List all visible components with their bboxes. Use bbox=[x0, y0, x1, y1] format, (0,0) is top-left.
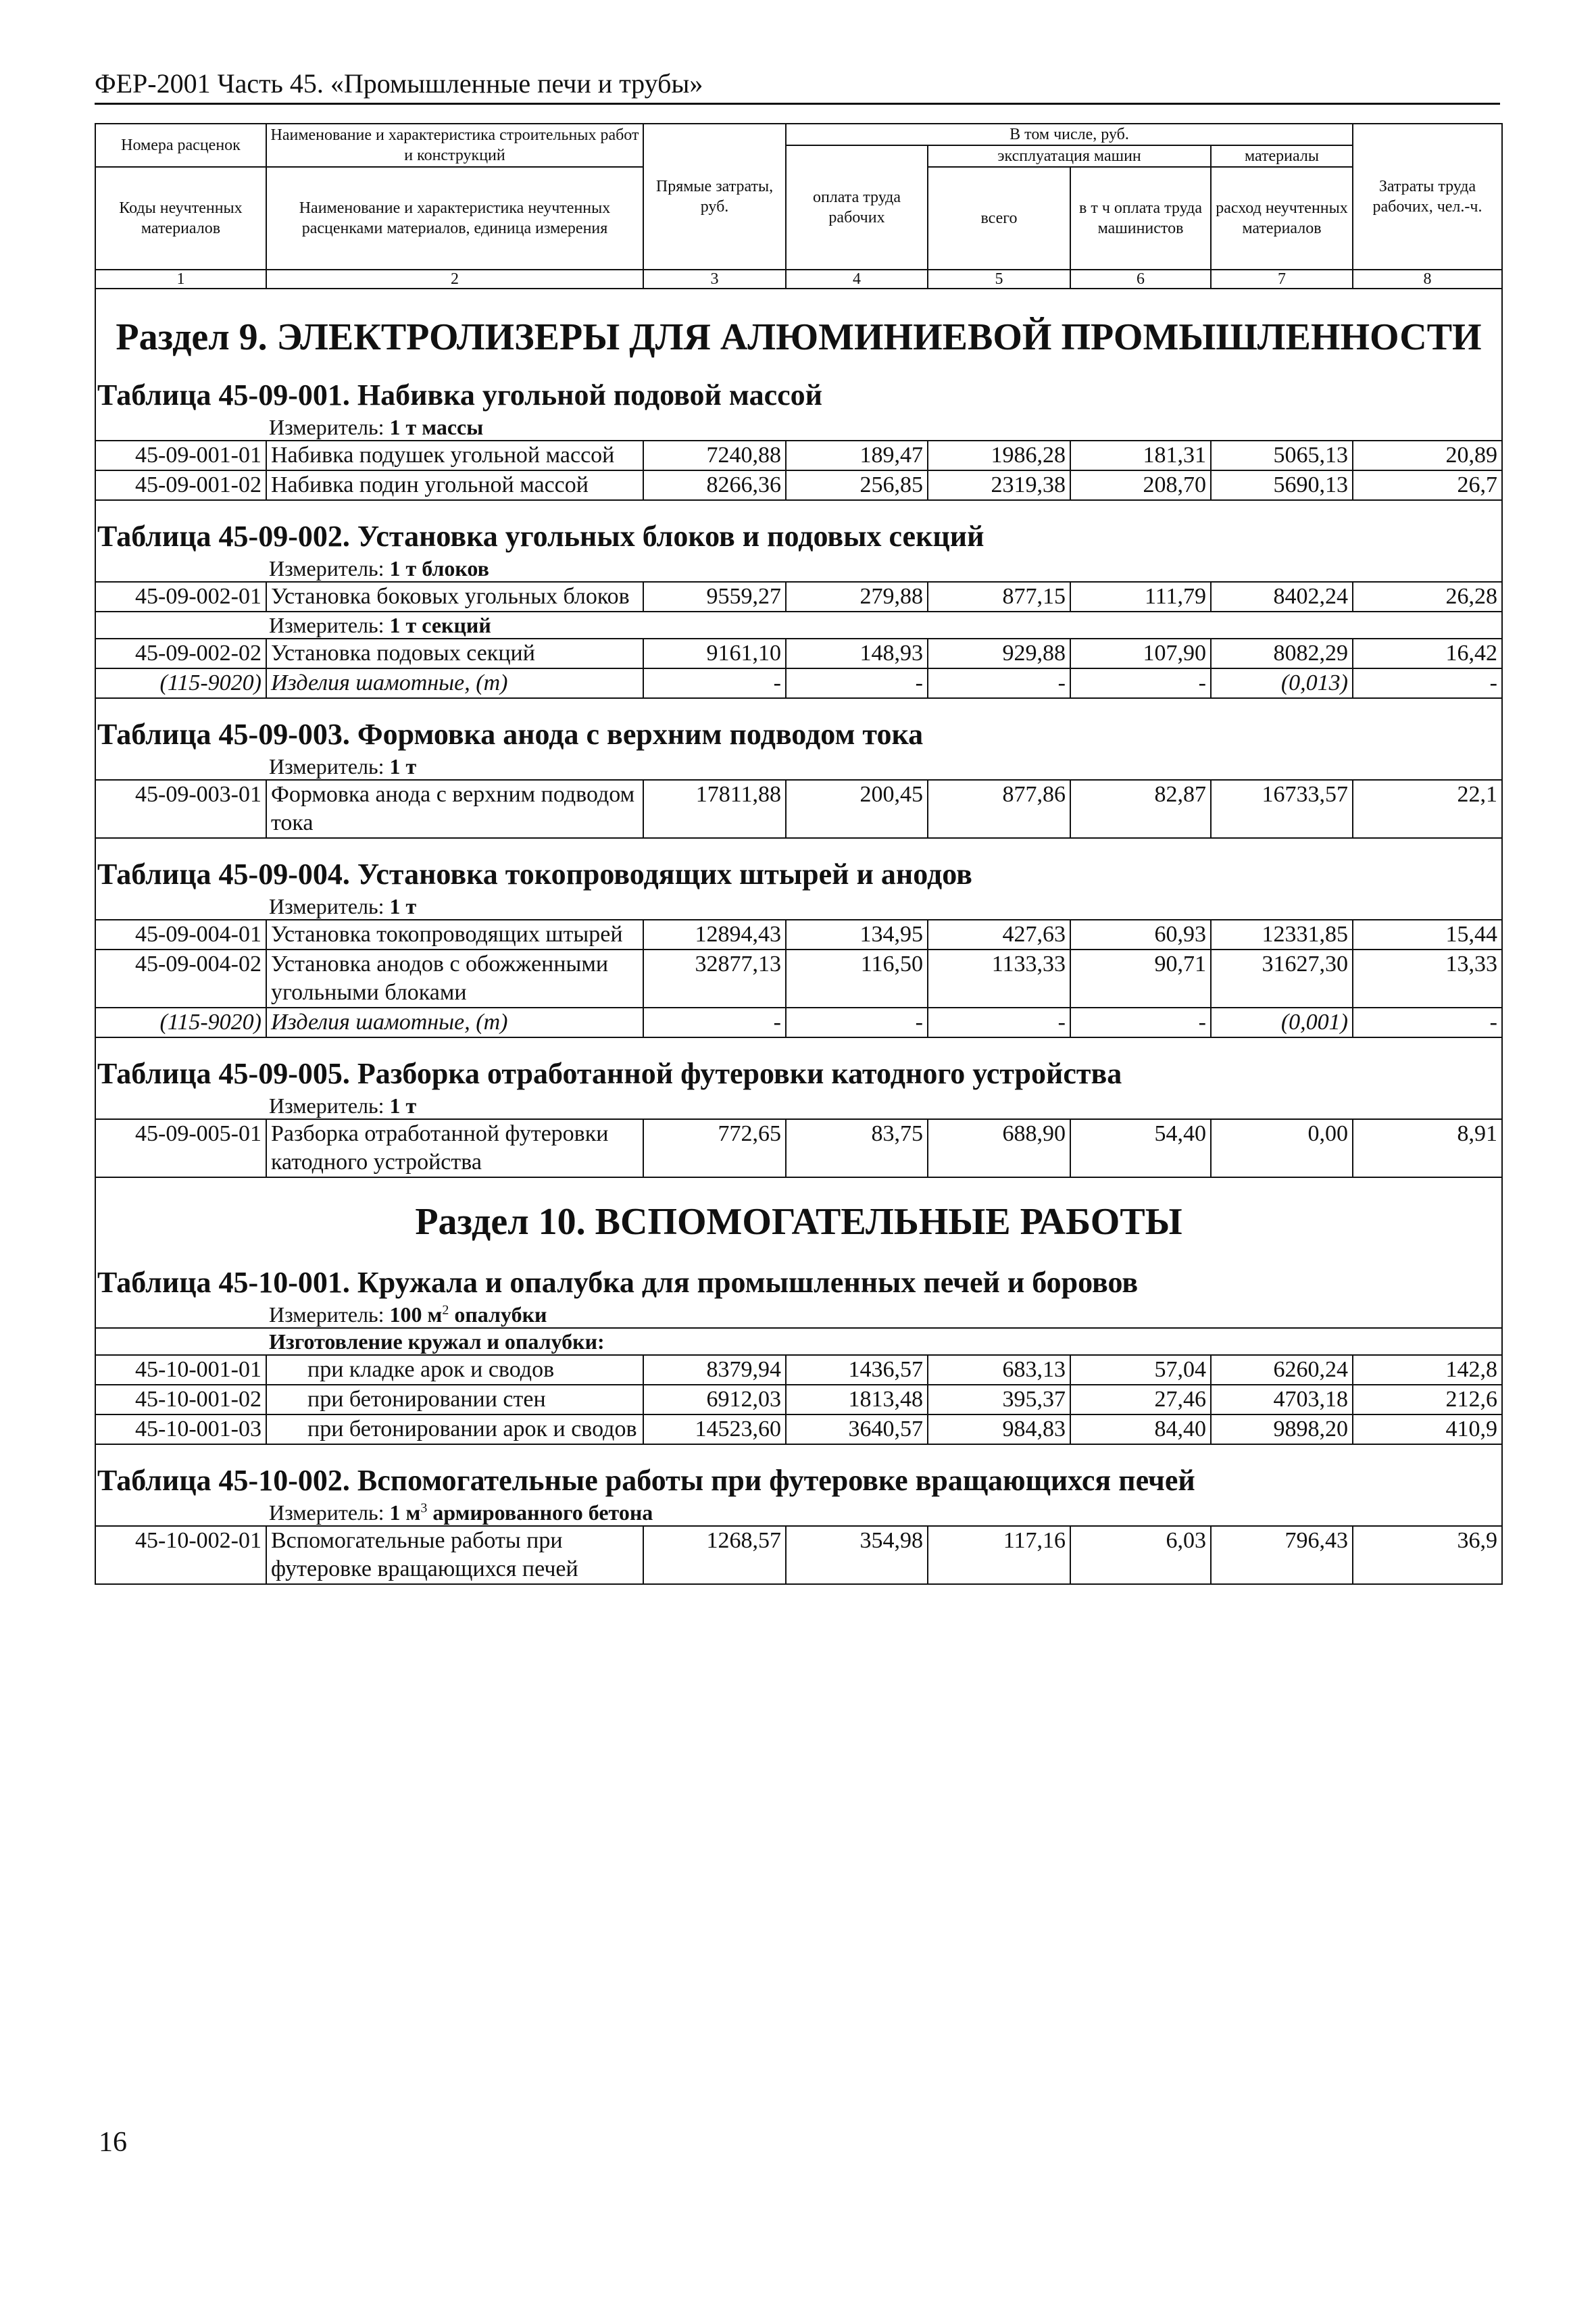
measure-unit-suffix: опалубки bbox=[449, 1302, 547, 1327]
value-c8: 8,91 bbox=[1353, 1119, 1502, 1177]
measure-pad bbox=[95, 1093, 266, 1119]
value-c4: 354,98 bbox=[786, 1526, 928, 1584]
value-c8: 410,9 bbox=[1353, 1414, 1502, 1444]
measure-row bbox=[266, 893, 1502, 920]
col-header-direct-costs: Прямые затраты, руб. bbox=[643, 124, 786, 270]
value-c4: 200,45 bbox=[786, 780, 928, 838]
spacer-row bbox=[95, 1444, 1502, 1462]
col-num-7: 7 bbox=[1211, 270, 1353, 289]
measure-label: Измеритель: bbox=[269, 754, 390, 779]
work-name: Изделия шамотные, (т) bbox=[266, 1008, 643, 1037]
value-c6: - bbox=[1070, 668, 1211, 698]
value-c7: 5065,13 bbox=[1211, 441, 1353, 470]
table-title: Таблица 45-09-001. Набивка угольной подовой массой bbox=[95, 376, 1502, 414]
work-name: Разборка отработанной футеровки катодного устройства bbox=[266, 1119, 643, 1177]
section-title: Раздел 9. ЭЛЕКТРОЛИЗЕРЫ ДЛЯ АЛЮМИНИЕВОЙ ПРОМЫШЛЕННОСТИ bbox=[95, 313, 1502, 362]
rate-code: 45-09-004-01 bbox=[95, 920, 266, 950]
rate-code: 45-09-005-01 bbox=[95, 1119, 266, 1177]
col-num-6: 6 bbox=[1070, 270, 1211, 289]
rate-code: 45-09-002-01 bbox=[95, 582, 266, 612]
table-row bbox=[95, 950, 1502, 1008]
col-header-wages: оплата труда рабочих bbox=[786, 145, 928, 270]
measure-row bbox=[266, 1500, 1502, 1526]
col-header-machines: эксплуатация машин bbox=[928, 145, 1211, 167]
value-c3: 14523,60 bbox=[643, 1414, 786, 1444]
material-row bbox=[95, 668, 1502, 698]
measure-label: Измеритель: bbox=[269, 1093, 390, 1118]
value-c6: 208,70 bbox=[1070, 470, 1211, 500]
value-c5: - bbox=[928, 668, 1070, 698]
value-c7: 5690,13 bbox=[1211, 470, 1353, 500]
measure-label: Измеритель: bbox=[269, 556, 390, 581]
measure-pad bbox=[95, 556, 266, 582]
measure-pad bbox=[95, 414, 266, 441]
spacer-row bbox=[95, 838, 1502, 856]
value-c6: 84,40 bbox=[1070, 1414, 1211, 1444]
col-header-machines-total: всего bbox=[928, 167, 1070, 270]
spacer-row bbox=[95, 500, 1502, 518]
value-c8: 16,42 bbox=[1353, 639, 1502, 668]
value-c5: 683,13 bbox=[928, 1355, 1070, 1385]
value-c7: 8082,29 bbox=[1211, 639, 1353, 668]
rate-code: (115-9020) bbox=[95, 668, 266, 698]
table-row bbox=[95, 1355, 1502, 1385]
value-c7: (0,001) bbox=[1211, 1008, 1353, 1037]
work-name: Установка токопроводящих штырей bbox=[266, 920, 643, 950]
value-c8: 15,44 bbox=[1353, 920, 1502, 950]
rate-code: 45-10-001-02 bbox=[95, 1385, 266, 1414]
col-header-labor-costs: Затраты труда рабочих, чел.-ч. bbox=[1353, 124, 1502, 270]
value-c6: 60,93 bbox=[1070, 920, 1211, 950]
col-header-works: Наименование и характеристика строительных работ и конструкций bbox=[266, 124, 643, 167]
measure-row bbox=[266, 414, 1502, 441]
spacer-row bbox=[95, 1037, 1502, 1055]
value-c5: 1133,33 bbox=[928, 950, 1070, 1008]
value-c3: 8379,94 bbox=[643, 1355, 786, 1385]
value-c8: - bbox=[1353, 1008, 1502, 1037]
work-name: Вспомогательные работы при футеровке вращающихся печей bbox=[266, 1526, 643, 1584]
col-header-material-usage: расход неучтенных материалов bbox=[1211, 167, 1353, 270]
work-name: Набивка подушек угольной массой bbox=[266, 441, 643, 470]
measure-label: Измеритель: bbox=[269, 613, 390, 637]
page-number: 16 bbox=[99, 2127, 127, 2158]
rate-code: 45-09-001-01 bbox=[95, 441, 266, 470]
price-table bbox=[95, 123, 1503, 1585]
measure-label: Измеритель: bbox=[269, 1500, 390, 1525]
value-c3: 772,65 bbox=[643, 1119, 786, 1177]
value-c3: 8266,36 bbox=[643, 470, 786, 500]
col-num-8: 8 bbox=[1353, 270, 1502, 289]
table-row bbox=[95, 780, 1502, 838]
table-header bbox=[95, 124, 1502, 289]
value-c4: 134,95 bbox=[786, 920, 928, 950]
value-c6: 57,04 bbox=[1070, 1355, 1211, 1385]
value-c5: 984,83 bbox=[928, 1414, 1070, 1444]
value-c3: - bbox=[643, 1008, 786, 1037]
table-row bbox=[95, 582, 1502, 612]
measure-label: Измеритель: bbox=[269, 415, 390, 439]
rate-code: 45-09-003-01 bbox=[95, 780, 266, 838]
section-title: Раздел 10. ВСПОМОГАТЕЛЬНЫЕ РАБОТЫ bbox=[95, 1198, 1502, 1246]
col-header-incl: В том числе, руб. bbox=[786, 124, 1353, 145]
col-header-materials: материалы bbox=[1211, 145, 1353, 167]
measure-unit: 1 м bbox=[389, 1500, 421, 1525]
measure-pad bbox=[95, 1302, 266, 1328]
spacer-row bbox=[95, 362, 1502, 376]
value-c4: 189,47 bbox=[786, 441, 928, 470]
table-title: Таблица 45-09-003. Формовка анода с верхним подводом тока bbox=[95, 716, 1502, 754]
work-name: Установка подовых секций bbox=[266, 639, 643, 668]
measure-unit-power: 3 bbox=[420, 1500, 428, 1516]
spacer-row bbox=[95, 289, 1502, 313]
measure-row bbox=[266, 1093, 1502, 1119]
measure-unit: 1 т массы bbox=[389, 415, 484, 439]
value-c8: 26,28 bbox=[1353, 582, 1502, 612]
measure-unit: 1 т bbox=[389, 894, 417, 918]
value-c6: 107,90 bbox=[1070, 639, 1211, 668]
value-c3: 17811,88 bbox=[643, 780, 786, 838]
measure-unit: 1 т bbox=[389, 754, 417, 779]
measure-row bbox=[266, 1302, 1502, 1328]
measure-unit-suffix: армированного бетона bbox=[427, 1500, 653, 1525]
table-row bbox=[95, 1526, 1502, 1584]
work-name: Установка боковых угольных блоков bbox=[266, 582, 643, 612]
value-c8: 26,7 bbox=[1353, 470, 1502, 500]
rate-code: 45-10-001-01 bbox=[95, 1355, 266, 1385]
value-c5: 877,86 bbox=[928, 780, 1070, 838]
table-title: Таблица 45-09-002. Установка угольных блоков и подовых секций bbox=[95, 518, 1502, 556]
subheading: Изготовление кружал и опалубки: bbox=[266, 1328, 1502, 1355]
value-c4: 256,85 bbox=[786, 470, 928, 500]
work-name: при бетонировании стен bbox=[266, 1385, 643, 1414]
value-c3: - bbox=[643, 668, 786, 698]
col-header-material-codes: Коды неучтенных материалов bbox=[95, 167, 266, 270]
col-num-5: 5 bbox=[928, 270, 1070, 289]
work-name: Изделия шамотные, (т) bbox=[266, 668, 643, 698]
table-title: Таблица 45-09-004. Установка токопроводящих штырей и анодов bbox=[95, 856, 1502, 893]
value-c3: 9559,27 bbox=[643, 582, 786, 612]
measure-unit: 1 т секций bbox=[389, 613, 491, 637]
work-name: при бетонировании арок и сводов bbox=[266, 1414, 643, 1444]
value-c8: 142,8 bbox=[1353, 1355, 1502, 1385]
col-num-2: 2 bbox=[266, 270, 643, 289]
value-c4: - bbox=[786, 1008, 928, 1037]
value-c5: - bbox=[928, 1008, 1070, 1037]
value-c3: 32877,13 bbox=[643, 950, 786, 1008]
value-c3: 6912,03 bbox=[643, 1385, 786, 1414]
table-row bbox=[95, 1414, 1502, 1444]
value-c4: - bbox=[786, 668, 928, 698]
measure-unit: 1 т блоков bbox=[389, 556, 489, 581]
table-row bbox=[95, 470, 1502, 500]
table-row bbox=[95, 920, 1502, 950]
rate-code: 45-10-002-01 bbox=[95, 1526, 266, 1584]
value-c6: - bbox=[1070, 1008, 1211, 1037]
value-c8: 212,6 bbox=[1353, 1385, 1502, 1414]
rate-code: 45-09-001-02 bbox=[95, 470, 266, 500]
col-header-operator-wages: в т ч оплата труда машинистов bbox=[1070, 167, 1211, 270]
spacer-row bbox=[95, 1246, 1502, 1264]
value-c6: 6,03 bbox=[1070, 1526, 1211, 1584]
value-c4: 83,75 bbox=[786, 1119, 928, 1177]
value-c6: 111,79 bbox=[1070, 582, 1211, 612]
table-row bbox=[95, 1119, 1502, 1177]
value-c6: 54,40 bbox=[1070, 1119, 1211, 1177]
table-body bbox=[95, 289, 1502, 1585]
work-name: при кладке арок и сводов bbox=[266, 1355, 643, 1385]
value-c5: 929,88 bbox=[928, 639, 1070, 668]
value-c8: 13,33 bbox=[1353, 950, 1502, 1008]
col-header-rates: Номера расценок bbox=[95, 124, 266, 167]
table-row bbox=[95, 441, 1502, 470]
document-title: ФЕР-2001 Часть 45. «Промышленные печи и трубы» bbox=[95, 68, 703, 99]
value-c4: 279,88 bbox=[786, 582, 928, 612]
spacer-row bbox=[95, 1177, 1502, 1198]
value-c6: 27,46 bbox=[1070, 1385, 1211, 1414]
rate-code: 45-09-004-02 bbox=[95, 950, 266, 1008]
table-title: Таблица 45-09-005. Разборка отработанной футеровки катодного устройства bbox=[95, 1055, 1502, 1093]
value-c6: 90,71 bbox=[1070, 950, 1211, 1008]
value-c5: 877,15 bbox=[928, 582, 1070, 612]
value-c5: 395,37 bbox=[928, 1385, 1070, 1414]
value-c4: 1436,57 bbox=[786, 1355, 928, 1385]
value-c3: 1268,57 bbox=[643, 1526, 786, 1584]
value-c5: 427,63 bbox=[928, 920, 1070, 950]
value-c8: 20,89 bbox=[1353, 441, 1502, 470]
spacer-row bbox=[95, 698, 1502, 716]
value-c7: 4703,18 bbox=[1211, 1385, 1353, 1414]
value-c7: (0,013) bbox=[1211, 668, 1353, 698]
measure-label: Измеритель: bbox=[269, 894, 390, 918]
measure-row bbox=[266, 556, 1502, 582]
value-c5: 1986,28 bbox=[928, 441, 1070, 470]
value-c3: 12894,43 bbox=[643, 920, 786, 950]
value-c7: 16733,57 bbox=[1211, 780, 1353, 838]
value-c7: 31627,30 bbox=[1211, 950, 1353, 1008]
value-c3: 7240,88 bbox=[643, 441, 786, 470]
value-c7: 9898,20 bbox=[1211, 1414, 1353, 1444]
subheading-pad bbox=[95, 1328, 266, 1355]
value-c8: 36,9 bbox=[1353, 1526, 1502, 1584]
header-rule bbox=[95, 103, 1500, 105]
work-name: Набивка подин угольной массой bbox=[266, 470, 643, 500]
measure-pad bbox=[95, 1500, 266, 1526]
value-c4: 1813,48 bbox=[786, 1385, 928, 1414]
value-c5: 688,90 bbox=[928, 1119, 1070, 1177]
table-row bbox=[95, 1385, 1502, 1414]
measure-pad bbox=[95, 754, 266, 780]
work-name: Формовка анода с верхним подводом тока bbox=[266, 780, 643, 838]
value-c4: 148,93 bbox=[786, 639, 928, 668]
table-title: Таблица 45-10-002. Вспомогательные работы при футеровке вращающихся печей bbox=[95, 1462, 1502, 1500]
value-c7: 0,00 bbox=[1211, 1119, 1353, 1177]
table-row bbox=[95, 639, 1502, 668]
value-c8: - bbox=[1353, 668, 1502, 698]
col-num-1: 1 bbox=[95, 270, 266, 289]
measure-unit-power: 2 bbox=[442, 1302, 449, 1318]
material-row bbox=[95, 1008, 1502, 1037]
table-title: Таблица 45-10-001. Кружала и опалубка для промышленных печей и боровов bbox=[95, 1264, 1502, 1302]
measure-pad bbox=[95, 893, 266, 920]
value-c5: 2319,38 bbox=[928, 470, 1070, 500]
measure-unit: 1 т bbox=[389, 1093, 417, 1118]
col-num-4: 4 bbox=[786, 270, 928, 289]
col-header-material-names: Наименование и характеристика неучтенных расценками материалов, единица измерения bbox=[266, 167, 643, 270]
measure-row bbox=[266, 612, 1502, 639]
value-c4: 3640,57 bbox=[786, 1414, 928, 1444]
rate-code: 45-10-001-03 bbox=[95, 1414, 266, 1444]
value-c7: 796,43 bbox=[1211, 1526, 1353, 1584]
measure-row bbox=[266, 754, 1502, 780]
measure-unit: 100 м bbox=[389, 1302, 443, 1327]
value-c6: 82,87 bbox=[1070, 780, 1211, 838]
value-c5: 117,16 bbox=[928, 1526, 1070, 1584]
value-c7: 12331,85 bbox=[1211, 920, 1353, 950]
col-num-3: 3 bbox=[643, 270, 786, 289]
value-c7: 6260,24 bbox=[1211, 1355, 1353, 1385]
value-c6: 181,31 bbox=[1070, 441, 1211, 470]
rate-code: (115-9020) bbox=[95, 1008, 266, 1037]
value-c8: 22,1 bbox=[1353, 780, 1502, 838]
value-c4: 116,50 bbox=[786, 950, 928, 1008]
rate-code: 45-09-002-02 bbox=[95, 639, 266, 668]
measure-pad bbox=[95, 612, 266, 639]
value-c7: 8402,24 bbox=[1211, 582, 1353, 612]
spacer-row bbox=[95, 1584, 1502, 1585]
value-c3: 9161,10 bbox=[643, 639, 786, 668]
work-name: Установка анодов с обожженными угольными блоками bbox=[266, 950, 643, 1008]
measure-label: Измеритель: bbox=[269, 1302, 390, 1327]
